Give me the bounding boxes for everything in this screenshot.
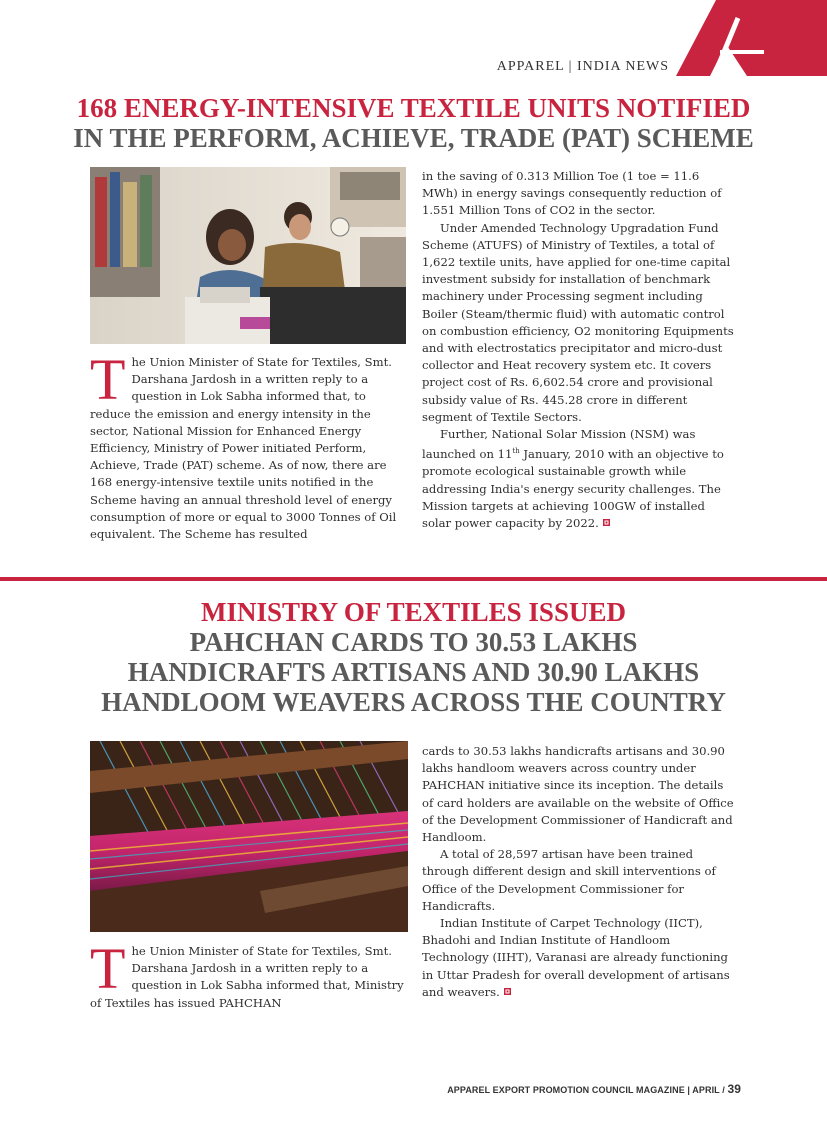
page-footer — [447, 1082, 741, 1096]
article1-col2-paragraph2: Under Amended Technology Upgradation Fund Scheme (ATUFS) of Ministry of Textiles, a total of 1,622 textile units, have applied for one-time capital investment subsidy for installation of benchmark machinery under Processing segment including Boiler (Steam/thermic fluid) with automatic control on combustion efficiency, O2 monitoring Equipments and with electrostatics precipitator and micro-dust collector and Heat recovery system etc. It covers project cost of Rs. 6,602.54 crore and provisional subsidy value of Rs. 445.28 crore in different segment of Textile Sectors. — [422, 220, 734, 424]
article2-col2-paragraph1: cards to 30.53 lakhs handicrafts artisans and 30.90 lakhs handloom weavers across country under PAHCHAN initiative since its inception. The details of card holders are available on the website of Office of the Development Commissioner of Handicraft and Handloom. — [422, 744, 734, 845]
article2-col2-p3-text: Indian Institute of Carpet Technology (IICT), Bhadohi and Indian Institute of Handloom Technology (IIHT), Varanasi are already functioning in Uttar Pradesh for overall development of artisans and weavers. — [422, 916, 730, 999]
article2-col1-text: he Union Minister of State for Textiles, Smt. Darshana Jardosh in a written reply to a question in Lok Sabha informed that, Ministry of Textiles has issued PAHCHAN — [90, 944, 404, 1010]
article1-col2-p3-superscript: th — [512, 447, 520, 456]
article1-col2-paragraph1: in the saving of 0.313 Million Toe (1 toe = 11.6 MWh) in energy savings consequently reduction of 1.551 Million Tons of CO2 in the sector. — [422, 169, 722, 218]
article1-dropcap: T — [90, 347, 126, 412]
end-mark-icon — [504, 988, 511, 995]
page-number: 39 — [727, 1082, 741, 1096]
article1-col2-p3-part-a: Further, National Solar Mission (NSM) was launched on 11 — [422, 427, 696, 462]
end-mark-icon — [603, 519, 610, 526]
article2-column1 — [90, 936, 404, 1012]
article2-col2-paragraph3 — [422, 915, 736, 1001]
article2-title-line3: HANDICRAFTS ARTISANS AND 30.90 LAKHS — [127, 657, 700, 687]
article2-column2 — [422, 743, 736, 1001]
article2-title-line1: MINISTRY OF TEXTILES ISSUED — [201, 597, 626, 627]
article2-dropcap: T — [90, 936, 126, 1001]
article1-title-line1: 168 ENERGY-INTENSIVE TEXTILE UNITS NOTIFIED — [76, 93, 751, 123]
section-divider — [0, 577, 827, 581]
article1-col2-paragraph3 — [422, 426, 736, 532]
article1-col2-p3-part-b: January, 2010 with an objective to promote ecological sustainable growth while addressing India's energy security challenges. The Mission targets at achieving 100GW of installed solar power capacity by 2022. — [422, 447, 724, 530]
article1-photo-sewing-workshop — [90, 167, 406, 344]
magazine-logo — [676, 0, 827, 76]
article2-title-line2: PAHCHAN CARDS TO 30.53 LAKHS — [189, 627, 638, 657]
article1-column1 — [90, 347, 404, 543]
section-label: APPAREL | INDIA NEWS — [496, 59, 669, 74]
footer-magazine-name: APPAREL EXPORT PROMOTION COUNCIL MAGAZINE | APRIL / — [447, 1085, 725, 1095]
article2-col2-paragraph2: A total of 28,597 artisan have been trained through different design and skill interventions of Office of the Development Commissioner for Handicrafts. — [422, 847, 716, 913]
article1-title-line2: IN THE PERFORM, ACHIEVE, TRADE (PAT) SCHEME — [73, 123, 754, 153]
article1-col1-text: he Union Minister of State for Textiles, Smt. Darshana Jardosh in a written reply to a question in Lok Sabha informed that, to reduce the emission and energy intensity in the sector, National Mission for Enhanced Energy Efficiency, Ministry of Power initiated Perform, Achieve, Trade (PAT) scheme. As of now, there are 168 energy-intensive textile units notified in the Scheme having an annual threshold level of energy consumption of more or equal to 3000 Tonnes of Oil equivalent. The Scheme has resulted — [90, 355, 397, 542]
article2-photo-handloom — [90, 741, 408, 932]
article1-column2 — [422, 168, 736, 532]
article2-title-line4: HANDLOOM WEAVERS ACROSS THE COUNTRY — [101, 687, 726, 717]
